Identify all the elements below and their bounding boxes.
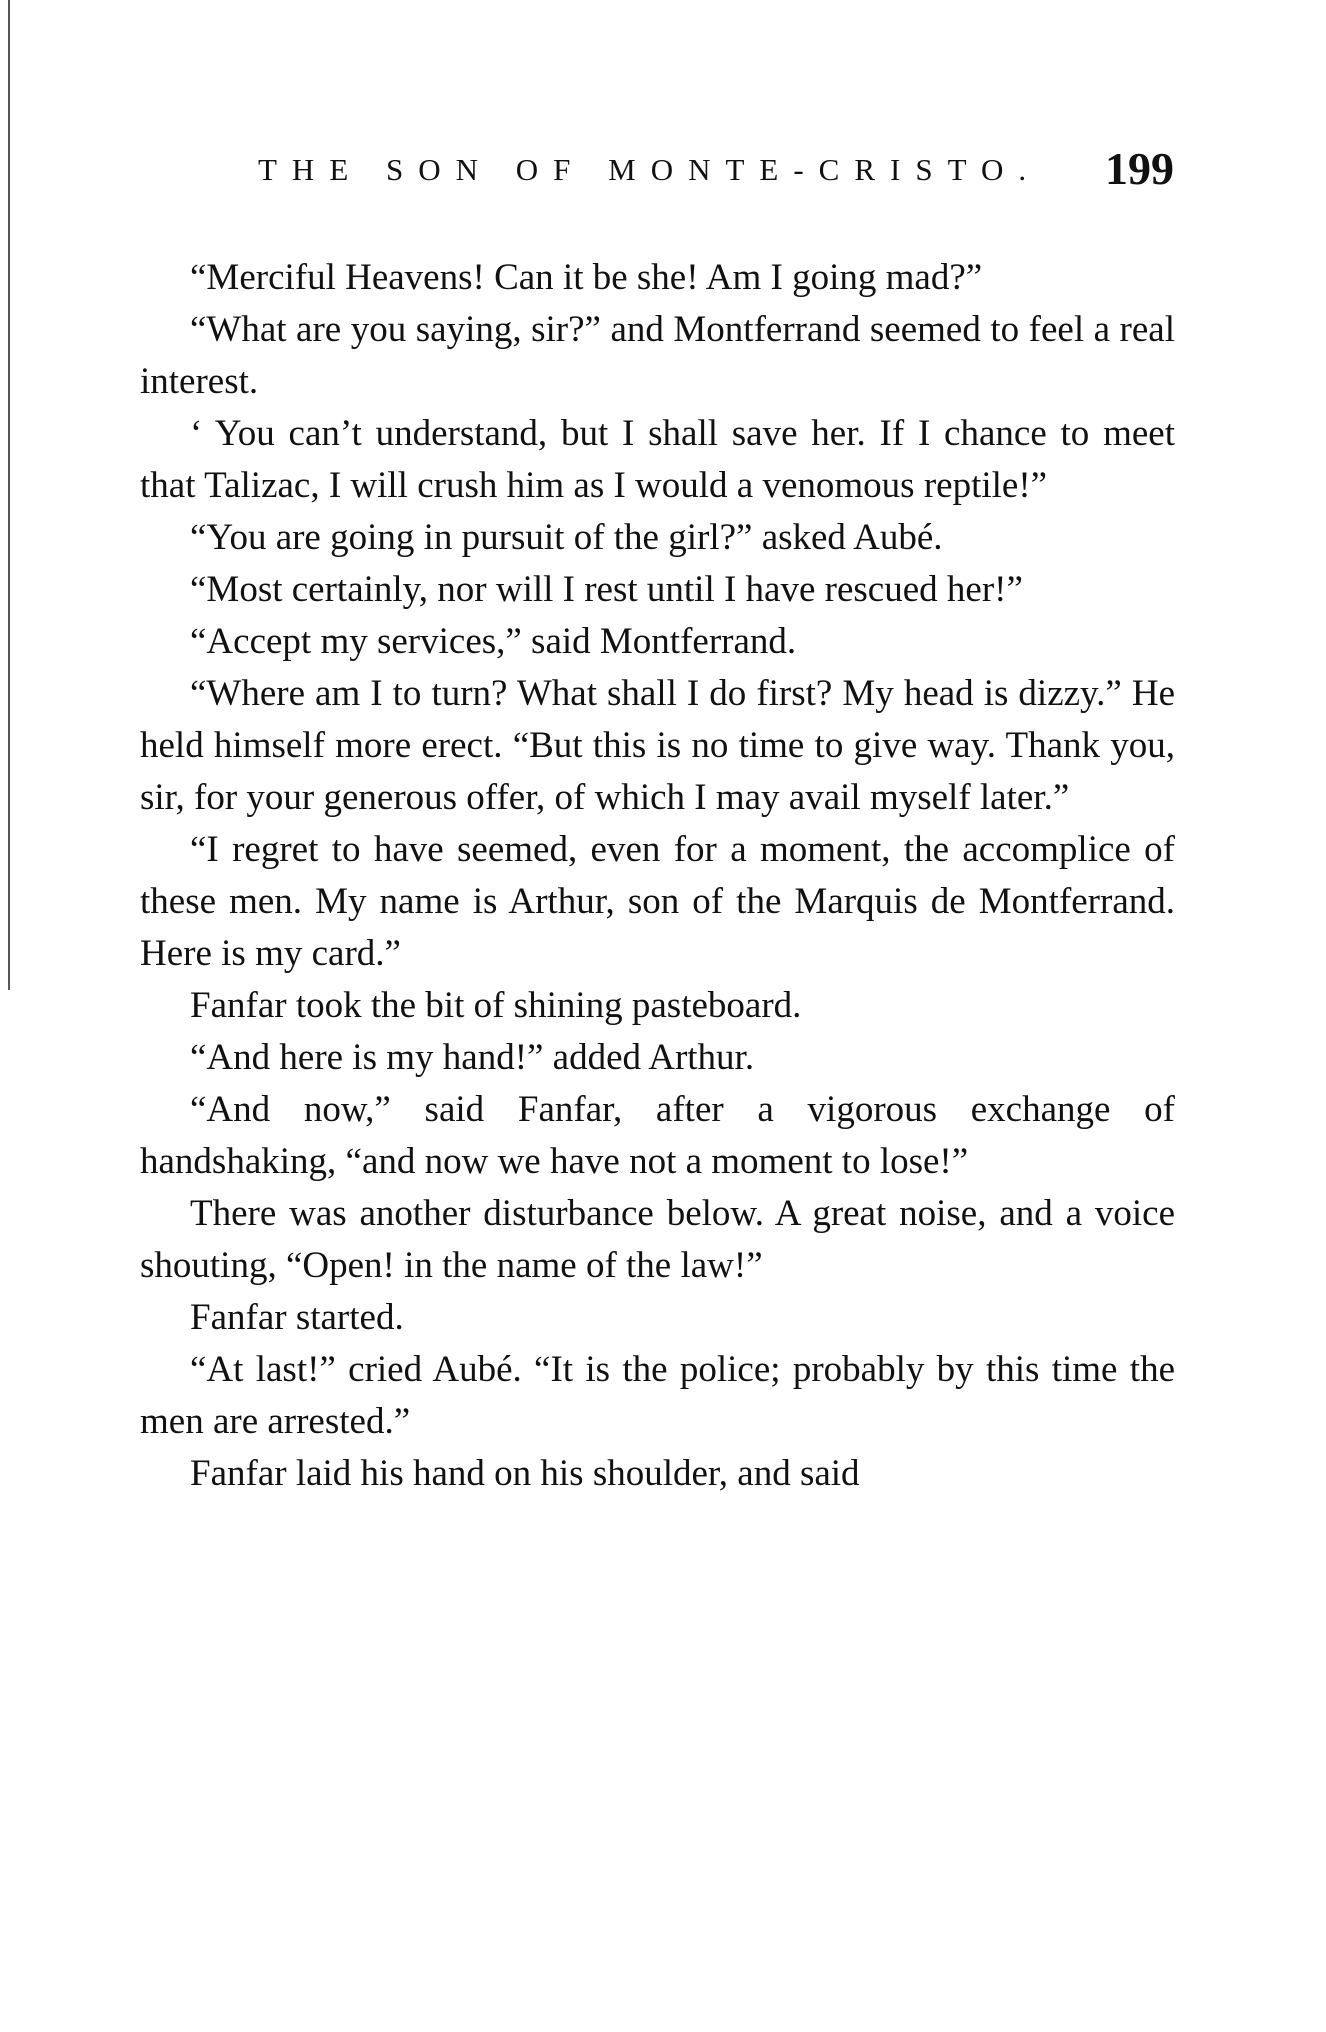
paragraph: “I regret to have seemed, even for a moment, the accomplice of these men. My name is Arthur, son of the Marquis de Montferrand. Here is my card.” [140, 829, 1175, 974]
paragraph: There was another disturbance below. A great noise, and a voice shouting, “Open! in the name of the law!” [140, 1193, 1175, 1286]
paragraph: “Where am I to turn? What shall I do first? My head is dizzy.” He held himself more erect. “But this is no time to give way. Thank you, sir, for your generous offer, of which I may avail myself later.” [140, 673, 1175, 818]
paragraph: “Most certainly, nor will I rest until I have rescued her!” [190, 569, 1023, 610]
paragraph: ‘ You can’t understand, but I shall save her. If I chance to meet that Talizac, I will crush him as I would a venomous reptile!” [140, 413, 1175, 506]
page-header [258, 143, 1178, 208]
paragraph: Fanfar took the bit of shining pasteboard. [190, 985, 802, 1026]
paragraph: “And here is my hand!” added Arthur. [190, 1037, 755, 1078]
running-title: THE SON OF MONTE-CRISTO. [258, 152, 1042, 187]
body-text [140, 252, 1175, 1500]
paragraph: Fanfar laid his hand on his shoulder, and said [190, 1453, 860, 1494]
paragraph: “What are you saying, sir?” and Montferrand seemed to feel a real interest. [140, 309, 1175, 402]
paragraph: Fanfar started. [190, 1297, 404, 1338]
page-number: 199 [1105, 143, 1174, 194]
page-edge-line [8, 0, 10, 990]
paragraph: “Merciful Heavens! Can it be she! Am I going mad?” [190, 257, 983, 298]
paragraph: “Accept my services,” said Montferrand. [190, 621, 797, 662]
paragraph: “At last!” cried Aubé. “It is the police; probably by this time the men are arrested.” [140, 1349, 1175, 1442]
paragraph: “You are going in pursuit of the girl?” asked Aubé. [190, 517, 943, 558]
paragraph: “And now,” said Fanfar, after a vigorous exchange of handshaking, “and now we have not a moment to lose!” [140, 1089, 1175, 1182]
